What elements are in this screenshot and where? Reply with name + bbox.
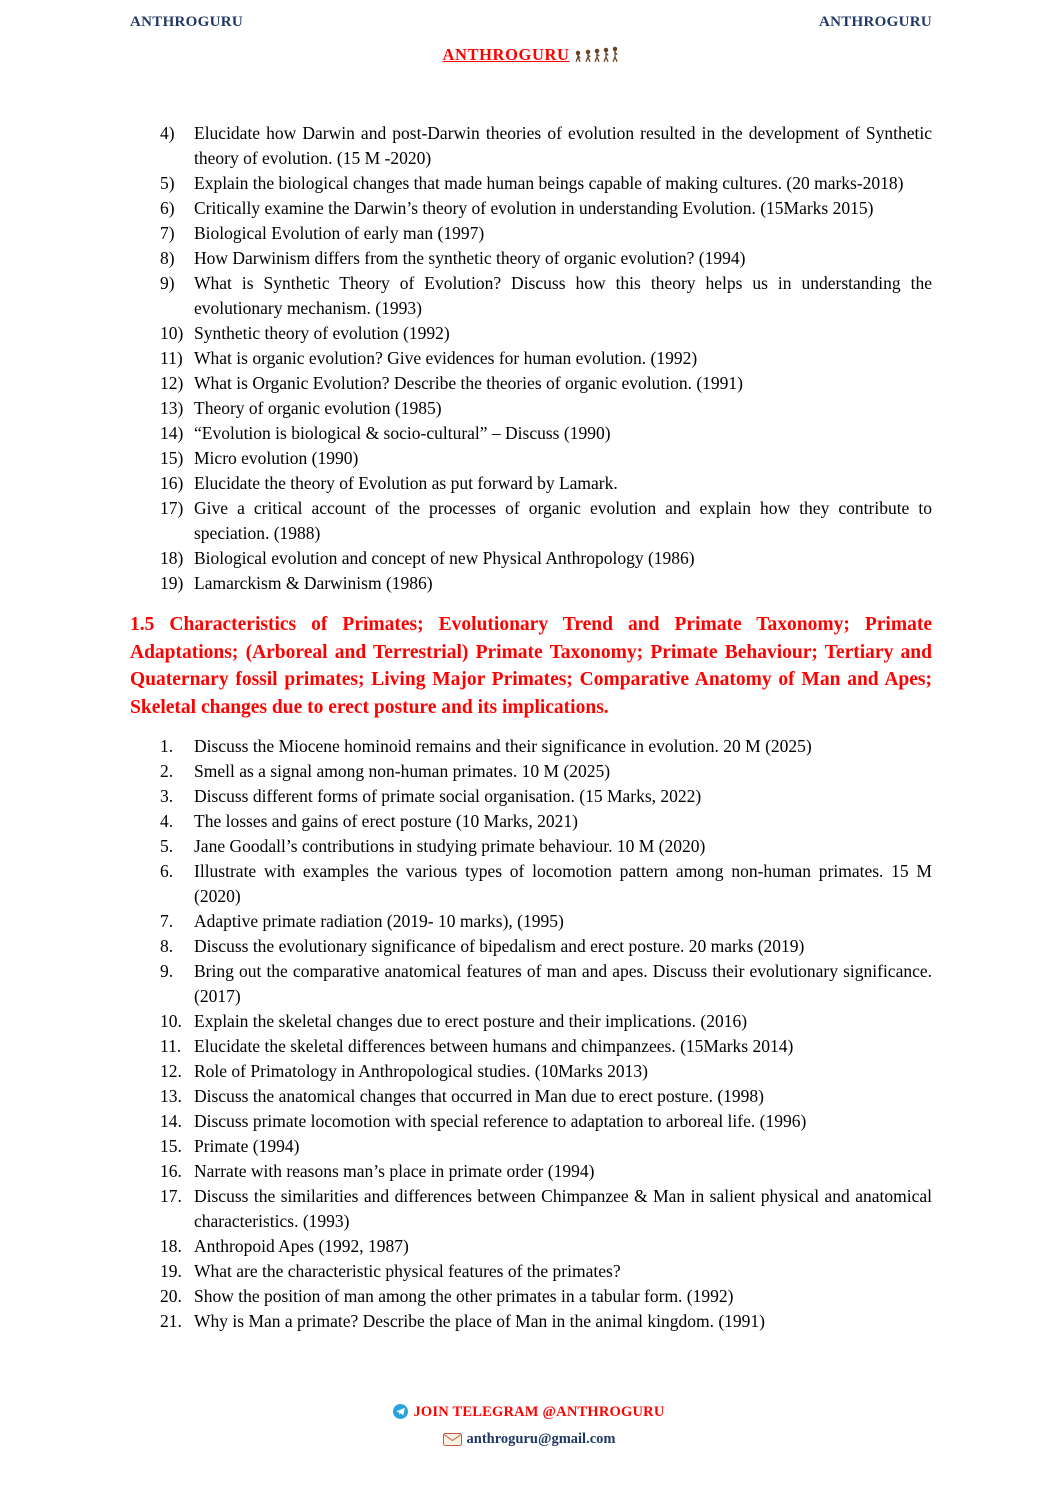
question-item	[160, 421, 932, 446]
question-item	[160, 121, 932, 171]
question-item	[160, 1184, 932, 1234]
question-text: Discuss primate locomotion with special reference to adaptation to arboreal life. (1996)	[194, 1111, 807, 1131]
question-text: “Evolution is biological & socio-cultural” – Discuss (1990)	[194, 423, 611, 443]
question-item	[160, 1009, 932, 1034]
question-text: Smell as a signal among non-human primates. 10 M (2025)	[194, 761, 611, 781]
question-item	[160, 321, 932, 346]
header-left-watermark: ANTHROGURU	[130, 14, 244, 30]
question-number: 18)	[160, 548, 184, 568]
question-number: 11.	[160, 1036, 182, 1056]
question-text: Lamarckism & Darwinism (1986)	[194, 573, 433, 593]
section-heading-1-5: 1.5 Characteristics of Primates; Evolutionary Trend and Primate Taxonomy; Primate Adaptations; (Arboreal and Terrestrial) Primate Taxonomy; Primate Behaviour; Tertiary and Quaternary fossil primates; Living Major Primates; Comparative Anatomy of Man and Apes; Skeletal changes due to erect posture and its implications.	[130, 614, 932, 718]
question-number: 21.	[160, 1311, 182, 1331]
question-number: 4.	[160, 811, 174, 831]
question-text: Discuss different forms of primate social organisation. (15 Marks, 2022)	[194, 786, 702, 806]
question-item	[160, 546, 932, 571]
question-number: 1.	[160, 736, 174, 756]
question-number: 17)	[160, 498, 184, 518]
question-number: 6)	[160, 198, 175, 218]
question-number: 8.	[160, 936, 174, 956]
question-item	[160, 196, 932, 221]
question-number: 6.	[160, 861, 174, 881]
question-number: 12.	[160, 1061, 182, 1081]
question-number: 15)	[160, 448, 184, 468]
question-number: 17.	[160, 1186, 182, 1206]
question-number: 16)	[160, 473, 184, 493]
question-item	[160, 371, 932, 396]
question-text: Explain the skeletal changes due to erect posture and their implications. (2016)	[194, 1011, 748, 1031]
document-title	[130, 45, 932, 67]
question-text: Adaptive primate radiation (2019- 10 marks), (1995)	[194, 911, 564, 931]
question-number: 13)	[160, 398, 184, 418]
question-text: What is Organic Evolution? Describe the theories of organic evolution. (1991)	[194, 373, 743, 393]
question-item	[160, 909, 932, 934]
question-number: 7.	[160, 911, 174, 931]
question-item	[160, 934, 932, 959]
question-number: 19)	[160, 573, 184, 593]
question-item	[160, 859, 932, 909]
email-row	[0, 1431, 1058, 1451]
question-number: 5.	[160, 836, 174, 856]
question-item	[160, 1109, 932, 1134]
question-number: 9.	[160, 961, 174, 981]
question-item	[160, 1059, 932, 1084]
question-item	[160, 1309, 932, 1334]
question-number: 14)	[160, 423, 184, 443]
question-item	[160, 571, 932, 596]
question-text: Discuss the Miocene hominoid remains and their significance in evolution. 20 M (2025)	[194, 736, 812, 756]
question-number: 3.	[160, 786, 174, 806]
question-text: Elucidate the theory of Evolution as put forward by Lamark.	[194, 473, 618, 493]
question-number: 8)	[160, 248, 175, 268]
question-text: Synthetic theory of evolution (1992)	[194, 323, 450, 343]
question-text: The losses and gains of erect posture (10 Marks, 2021)	[194, 811, 578, 831]
question-number: 19.	[160, 1261, 182, 1281]
question-item	[160, 446, 932, 471]
question-item	[160, 496, 932, 546]
question-list-evolution	[130, 121, 932, 596]
question-text: Role of Primatology in Anthropological studies. (10Marks 2013)	[194, 1061, 648, 1081]
question-text: Illustrate with examples the various types of locomotion pattern among non-human primates. 15 M (2020)	[194, 861, 932, 906]
question-item	[160, 1284, 932, 1309]
page-header	[130, 14, 932, 31]
question-number: 10)	[160, 323, 184, 343]
question-number: 12)	[160, 373, 184, 393]
question-text: Jane Goodall’s contributions in studying primate behaviour. 10 M (2020)	[194, 836, 706, 856]
question-item	[160, 1034, 932, 1059]
question-item	[160, 734, 932, 759]
question-number: 14.	[160, 1111, 182, 1131]
question-item	[160, 959, 932, 1009]
question-text: How Darwinism differs from the synthetic theory of organic evolution? (1994)	[194, 248, 746, 268]
question-text: Critically examine the Darwin’s theory of evolution in understanding Evolution. (15Marks 2015)	[194, 198, 874, 218]
question-text: Discuss the anatomical changes that occurred in Man due to erect posture. (1998)	[194, 1086, 765, 1106]
question-number: 13.	[160, 1086, 182, 1106]
question-number: 4)	[160, 123, 175, 143]
title-text: ANTHROGURU	[442, 45, 570, 64]
question-text: Anthropoid Apes (1992, 1987)	[194, 1236, 409, 1256]
question-text: Give a critical account of the processes of organic evolution and explain how they contribute to speciation. (1988)	[194, 498, 932, 543]
question-item	[160, 396, 932, 421]
question-text: Narrate with reasons man’s place in primate order (1994)	[194, 1161, 595, 1181]
question-item	[160, 346, 932, 371]
question-text: Show the position of man among the other primates in a tabular form. (1992)	[194, 1286, 734, 1306]
question-number: 15.	[160, 1136, 182, 1156]
question-item	[160, 1234, 932, 1259]
question-number: 18.	[160, 1236, 182, 1256]
question-text: Bring out the comparative anatomical features of man and apes. Discuss their evolutionary significance. (2017)	[194, 961, 932, 1006]
question-item	[160, 271, 932, 321]
page-footer	[0, 1404, 1058, 1451]
question-text: Discuss the similarities and differences between Chimpanzee & Man in salient physical and anatomical characteristics. (1993)	[194, 1186, 932, 1231]
question-number: 20.	[160, 1286, 182, 1306]
question-item	[160, 809, 932, 834]
email-link[interactable]: anthroguru@gmail.com	[466, 1431, 616, 1447]
telegram-link[interactable]: JOIN TELEGRAM @ANTHROGURU	[413, 1404, 665, 1420]
question-text: Biological evolution and concept of new Physical Anthropology (1986)	[194, 548, 695, 568]
question-item	[160, 246, 932, 271]
question-number: 5)	[160, 173, 175, 193]
telegram-icon	[393, 1404, 408, 1424]
evolution-figures-icon	[574, 46, 620, 67]
question-text: Discuss the evolutionary significance of bipedalism and erect posture. 20 marks (2019)	[194, 936, 805, 956]
question-number: 10.	[160, 1011, 182, 1031]
question-number: 11)	[160, 348, 183, 368]
question-text: Why is Man a primate? Describe the place of Man in the animal kingdom. (1991)	[194, 1311, 766, 1331]
question-number: 16.	[160, 1161, 182, 1181]
email-icon	[443, 1433, 462, 1451]
question-item	[160, 1159, 932, 1184]
question-item	[160, 1259, 932, 1284]
question-item	[160, 171, 932, 196]
question-text: Elucidate the skeletal differences between humans and chimpanzees. (15Marks 2014)	[194, 1036, 794, 1056]
question-text: What is organic evolution? Give evidences for human evolution. (1992)	[194, 348, 698, 368]
question-text: Primate (1994)	[194, 1136, 300, 1156]
question-text: Theory of organic evolution (1985)	[194, 398, 442, 418]
question-item	[160, 759, 932, 784]
question-text: What are the characteristic physical features of the primates?	[194, 1261, 621, 1281]
question-text: Micro evolution (1990)	[194, 448, 359, 468]
question-item	[160, 1134, 932, 1159]
question-text: Elucidate how Darwin and post-Darwin theories of evolution resulted in the development of Synthetic theory of evolution. (15 M -2020)	[194, 123, 932, 168]
question-number: 2.	[160, 761, 174, 781]
question-item	[160, 471, 932, 496]
question-text: What is Synthetic Theory of Evolution? Discuss how this theory helps us in understanding the evolutionary mechanism. (1993)	[194, 273, 932, 318]
question-list-primates	[130, 734, 932, 1334]
question-item	[160, 221, 932, 246]
question-item	[160, 834, 932, 859]
header-right-watermark: ANTHROGURU	[818, 14, 932, 30]
question-item	[160, 784, 932, 809]
question-item	[160, 1084, 932, 1109]
telegram-row	[0, 1404, 1058, 1424]
question-number: 9)	[160, 273, 175, 293]
question-text: Biological Evolution of early man (1997)	[194, 223, 485, 243]
question-number: 7)	[160, 223, 175, 243]
question-text: Explain the biological changes that made human beings capable of making cultures. (20 marks-2018)	[194, 173, 904, 193]
